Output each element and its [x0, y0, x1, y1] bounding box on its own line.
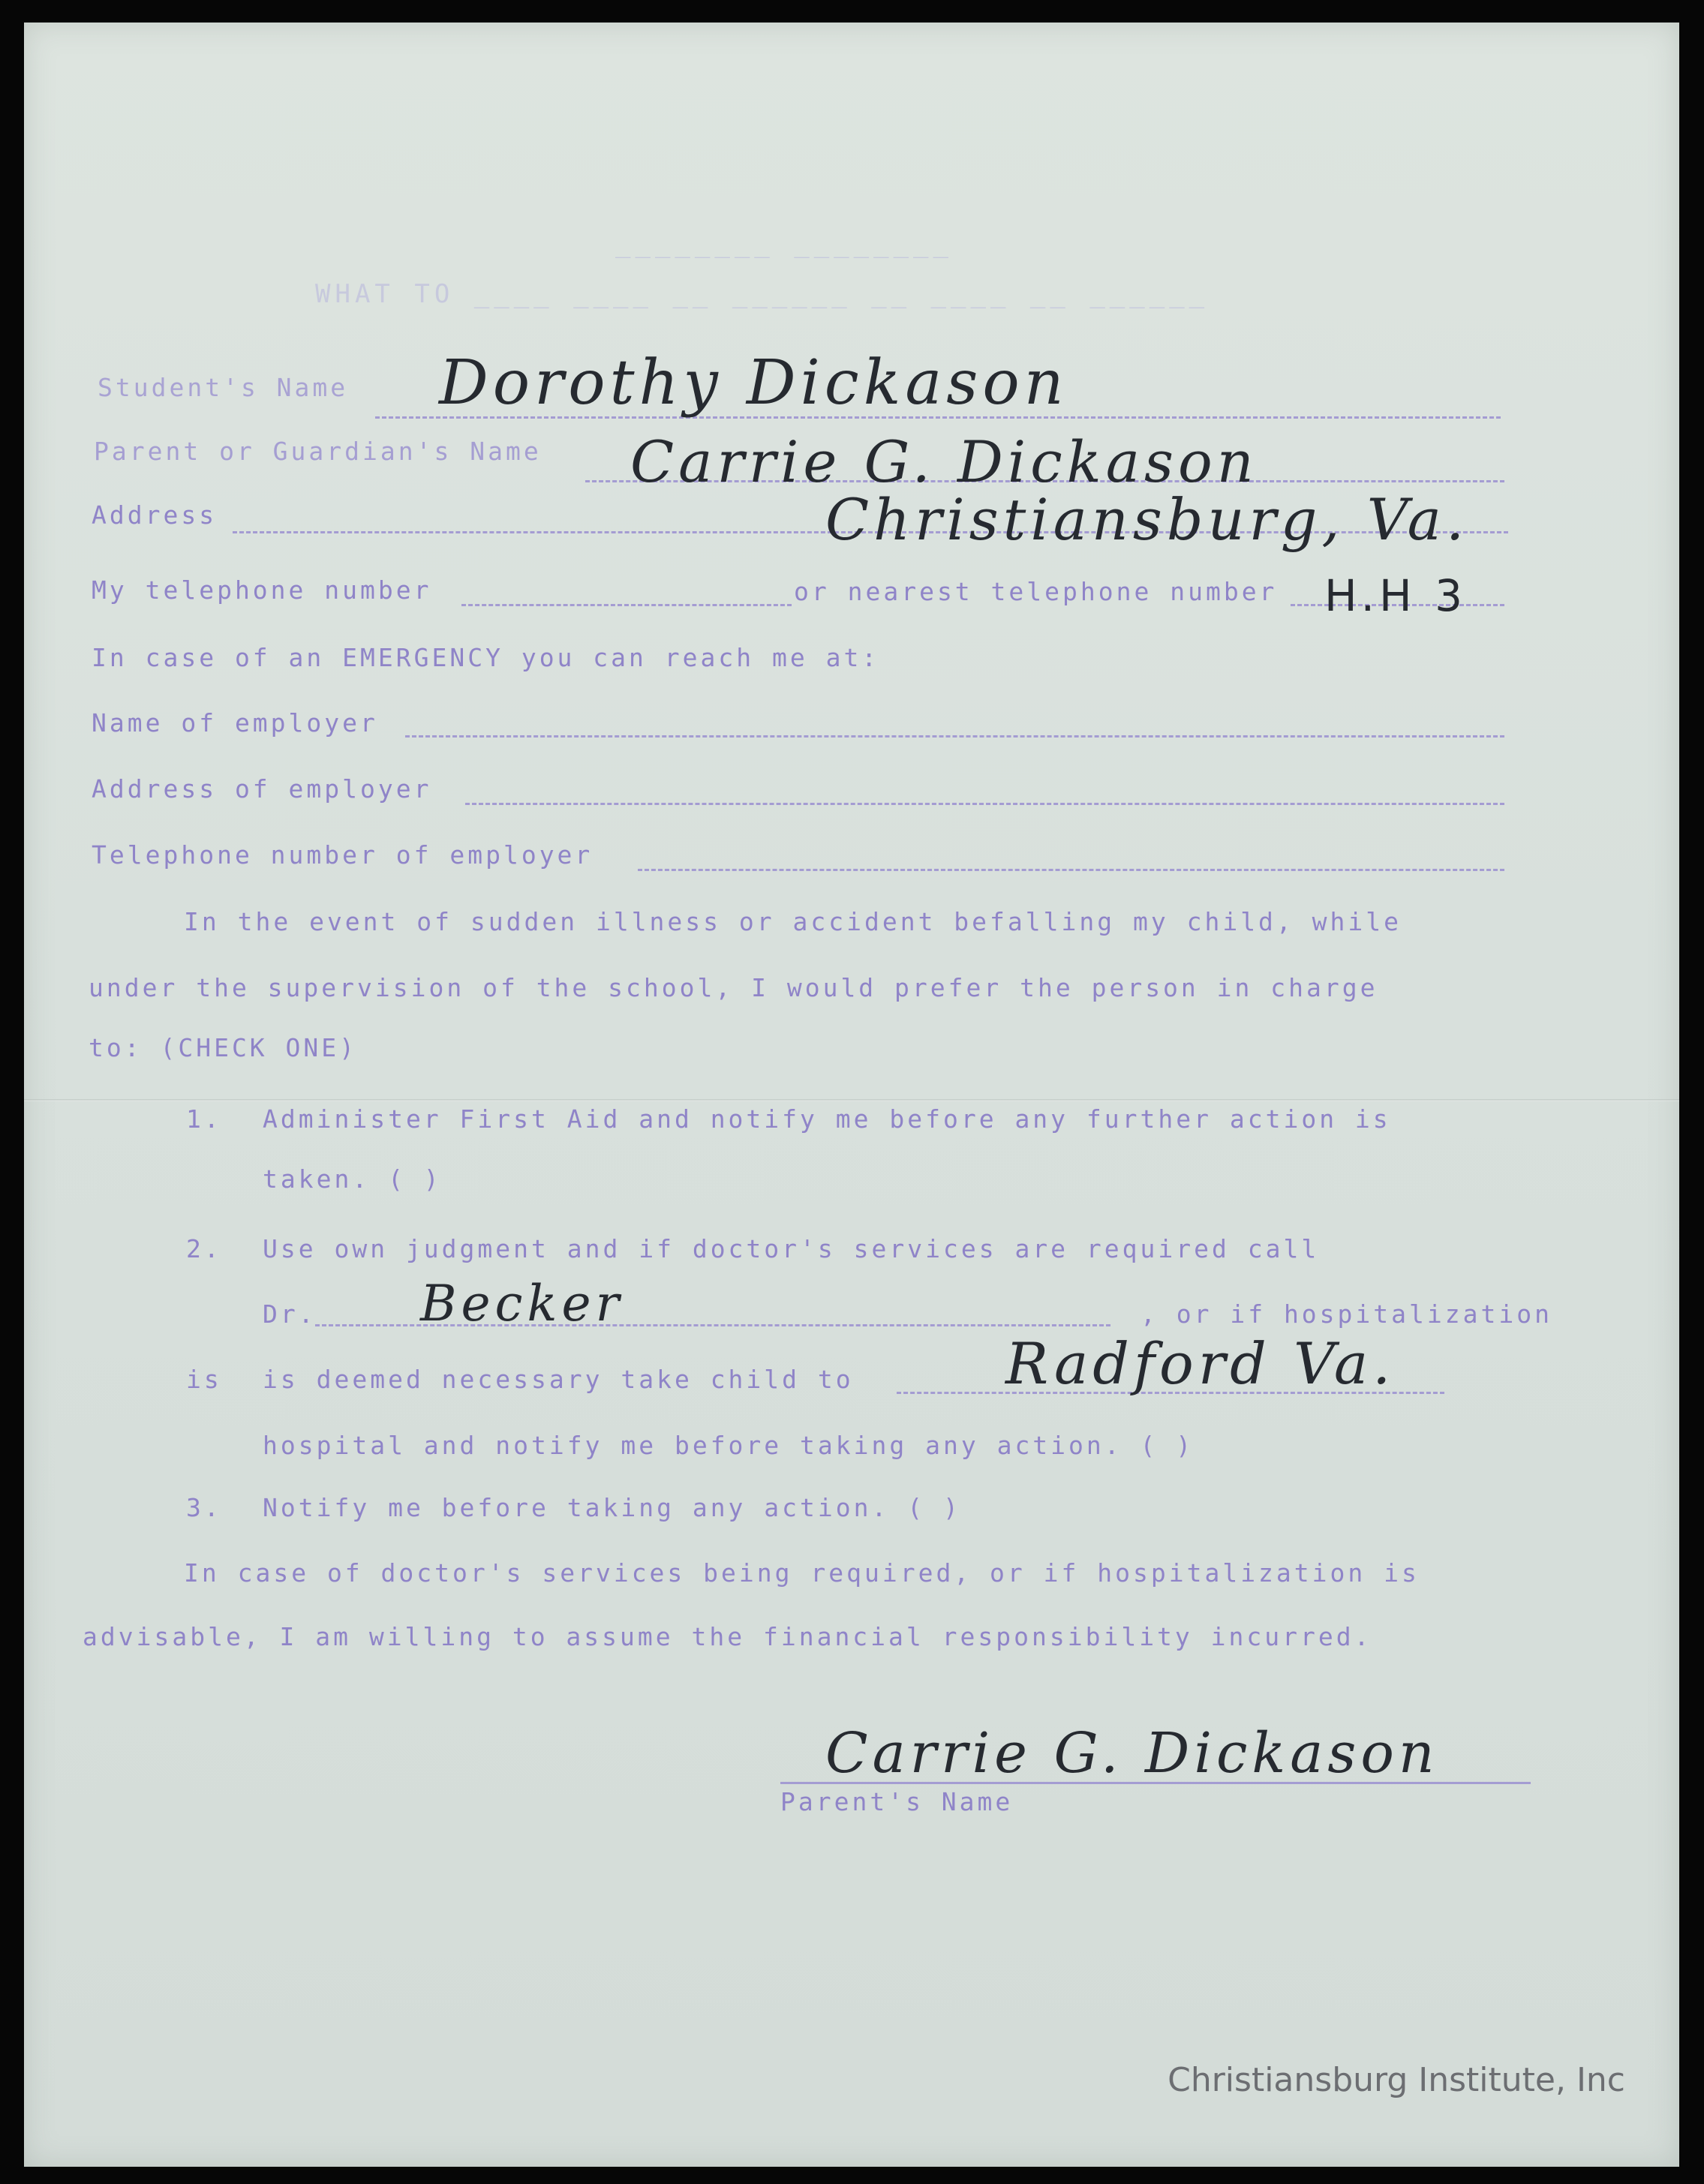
- option-1-line-1: Administer First Aid and notify me before any further action is: [263, 1104, 1391, 1134]
- option-2-line-2-tail: , or if hospitalization: [1141, 1299, 1552, 1329]
- nearest-telephone-value: H.H 3: [1324, 570, 1467, 621]
- paragraph-1-line-3: to: (CHECK ONE): [89, 1033, 358, 1062]
- doctor-label: Dr.: [263, 1299, 317, 1329]
- paragraph-1-line-1: In the event of sudden illness or accident befalling my child, while: [184, 907, 1402, 936]
- emergency-label: In case of an EMERGENCY you can reach me at:: [92, 643, 880, 672]
- student-name-label: Student's Name: [98, 373, 349, 402]
- paragraph-2-line-1: In case of doctor's services being required, or if hospitalization is: [184, 1558, 1420, 1588]
- header-line-3: WHAT TO ____ ____ __ ______ __ ____ __ ______: [315, 279, 1210, 309]
- option-2-line-1: Use own judgment and if doctor's services are required call: [263, 1234, 1320, 1263]
- option-3-line-1: Notify me before taking any action. ( ): [263, 1493, 961, 1522]
- telephone-label: My telephone number: [92, 575, 432, 605]
- option-1-line-2: taken. ( ): [263, 1164, 442, 1194]
- student-name-value: Dorothy Dickason: [439, 347, 1068, 419]
- employer-name-line: [405, 735, 1504, 738]
- option-2-is: is: [186, 1365, 222, 1394]
- option-3-number: 3.: [186, 1493, 222, 1522]
- guardian-name-label: Parent or Guardian's Name: [94, 437, 542, 466]
- paragraph-1-line-2: under the supervision of the school, I would prefer the person in charge: [89, 973, 1378, 1002]
- paragraph-2-line-2: advisable, I am willing to assume the financial responsibility incurred.: [83, 1622, 1372, 1651]
- paper-fold: [24, 1099, 1679, 1101]
- option-2-line-3: is deemed necessary take child to: [263, 1365, 854, 1394]
- employer-address-label: Address of employer: [92, 774, 432, 804]
- telephone-line: [461, 604, 792, 606]
- header-line-2: ________ ________: [615, 229, 953, 259]
- parent-name-label: Parent's Name: [780, 1787, 1014, 1816]
- parent-signature: Carrie G. Dickason: [825, 1721, 1439, 1786]
- address-value: Christiansburg, Va.: [825, 486, 1469, 553]
- option-2-line-4: hospital and notify me before taking any action. ( ): [263, 1431, 1195, 1460]
- document-page: [24, 23, 1679, 2167]
- doctor-value: Becker: [420, 1275, 624, 1332]
- archive-watermark: Christiansburg Institute, Inc: [1168, 2061, 1625, 2099]
- employer-telephone-label: Telephone number of employer: [92, 840, 594, 870]
- nearest-telephone-label: or nearest telephone number: [794, 577, 1278, 606]
- guardian-name-value: Carrie G. Dickason: [630, 428, 1258, 495]
- address-label: Address: [92, 500, 218, 530]
- employer-name-label: Name of employer: [92, 708, 378, 738]
- hospital-value: Radford Va.: [1005, 1330, 1396, 1397]
- employer-telephone-line: [638, 869, 1504, 871]
- option-1-number: 1.: [186, 1104, 222, 1134]
- option-2-number: 2.: [186, 1234, 222, 1263]
- employer-address-line: [465, 803, 1504, 805]
